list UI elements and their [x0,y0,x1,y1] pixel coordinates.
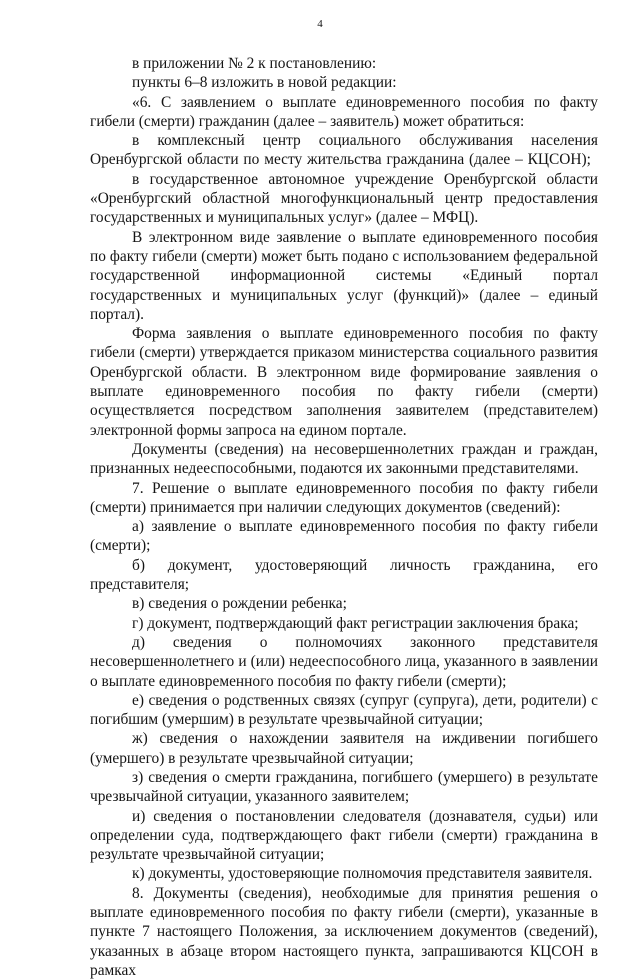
paragraph: 8. Документы (сведения), необходимые для принятия решения о выплате единовременного пособия по факту гибели (смерти), указанные в пункте 7 настоящего Положения, за исключением документов (сведений), указанных в абзаце втором настоящего пункта, запрашиваются КЦСОН в рамках [90,884,598,979]
paragraph: «6. С заявлением о выплате единовременного пособия по факту гибели (смерти) гражданин (далее – заявитель) может обратиться: [90,93,598,130]
list-item: а) заявление о выплате единовременного пособия по факту гибели (смерти); [90,518,598,555]
list-item: г) документ, подтверждающий факт регистрации заключения брака; [132,614,579,632]
list-item: к) документы, удостоверяющие полномочия представителя заявителя. [132,865,593,883]
paragraph: в государственное автономное учреждение Оренбургской области «Оренбургский областной многофункциональный центр предоставления государственных и муниципальных услуг» (далее – МФЦ). [90,170,598,227]
page-number: 4 [317,18,323,30]
paragraph: в комплексный центр социального обслуживания населения Оренбургской области по месту жительства гражданина (далее – КЦСОН); [90,132,598,169]
list-item: и) сведения о постановлении следователя (дознавателя, судьи) или определении суда, подтверждающего факт гибели (смерти) гражданина в результате чрезвычайной ситуации; [90,807,598,864]
list-item: б) документ, удостоверяющий личность гражданина, его представителя; [90,556,598,594]
list-item: з) сведения о смерти гражданина, погибшего (умершего) в результате чрезвычайной ситуации, указанного заявителем; [90,768,598,806]
paragraph: в приложении № 2 к постановлению: [132,55,377,72]
paragraph: Документы (сведения) на несовершеннолетних граждан и граждан, признанных недееспособными, подаются их законными представителями. [90,440,598,478]
paragraph: В электронном виде заявление о выплате единовременного пособия по факту гибели (смерти) может быть подано с использованием федеральной государственной информационной системы «Единый портал государственных и муниципальных услуг (функций)» (далее – единый портал). [90,228,598,323]
paragraph: Форма заявления о выплате единовременного пособия по факту гибели (смерти) утверждается приказом министерства социального развития Оренбургской области. В электронном виде формирование заявления о выплате единовременного пособия по факту гибели (смерти) осуществляется посредством заполнения заявителем (представителем) электронной формы запроса на едином портале. [90,325,598,439]
paragraph: пункты 6–8 изложить в новой редакции: [132,74,397,92]
list-item: д) сведения о полномочиях законного представителя несовершеннолетнего и (или) недееспособного лица, указанного в заявлении о выплате единовременного пособия по факту гибели (смерти); [90,633,598,690]
list-item: е) сведения о родственных связях (супруг (супруга), дети, родители) с погибшим (умершим) в результате чрезвычайной ситуации; [90,691,598,729]
paragraph: 7. Решение о выплате единовременного пособия по факту гибели (смерти) принимается при наличии следующих документов (сведений): [90,479,598,516]
list-item: в) сведения о рождении ребенка; [132,595,347,613]
list-item: ж) сведения о нахождении заявителя на иждивении погибшего (умершего) в результате чрезвычайной ситуации; [90,730,598,767]
document-body [90,54,598,980]
